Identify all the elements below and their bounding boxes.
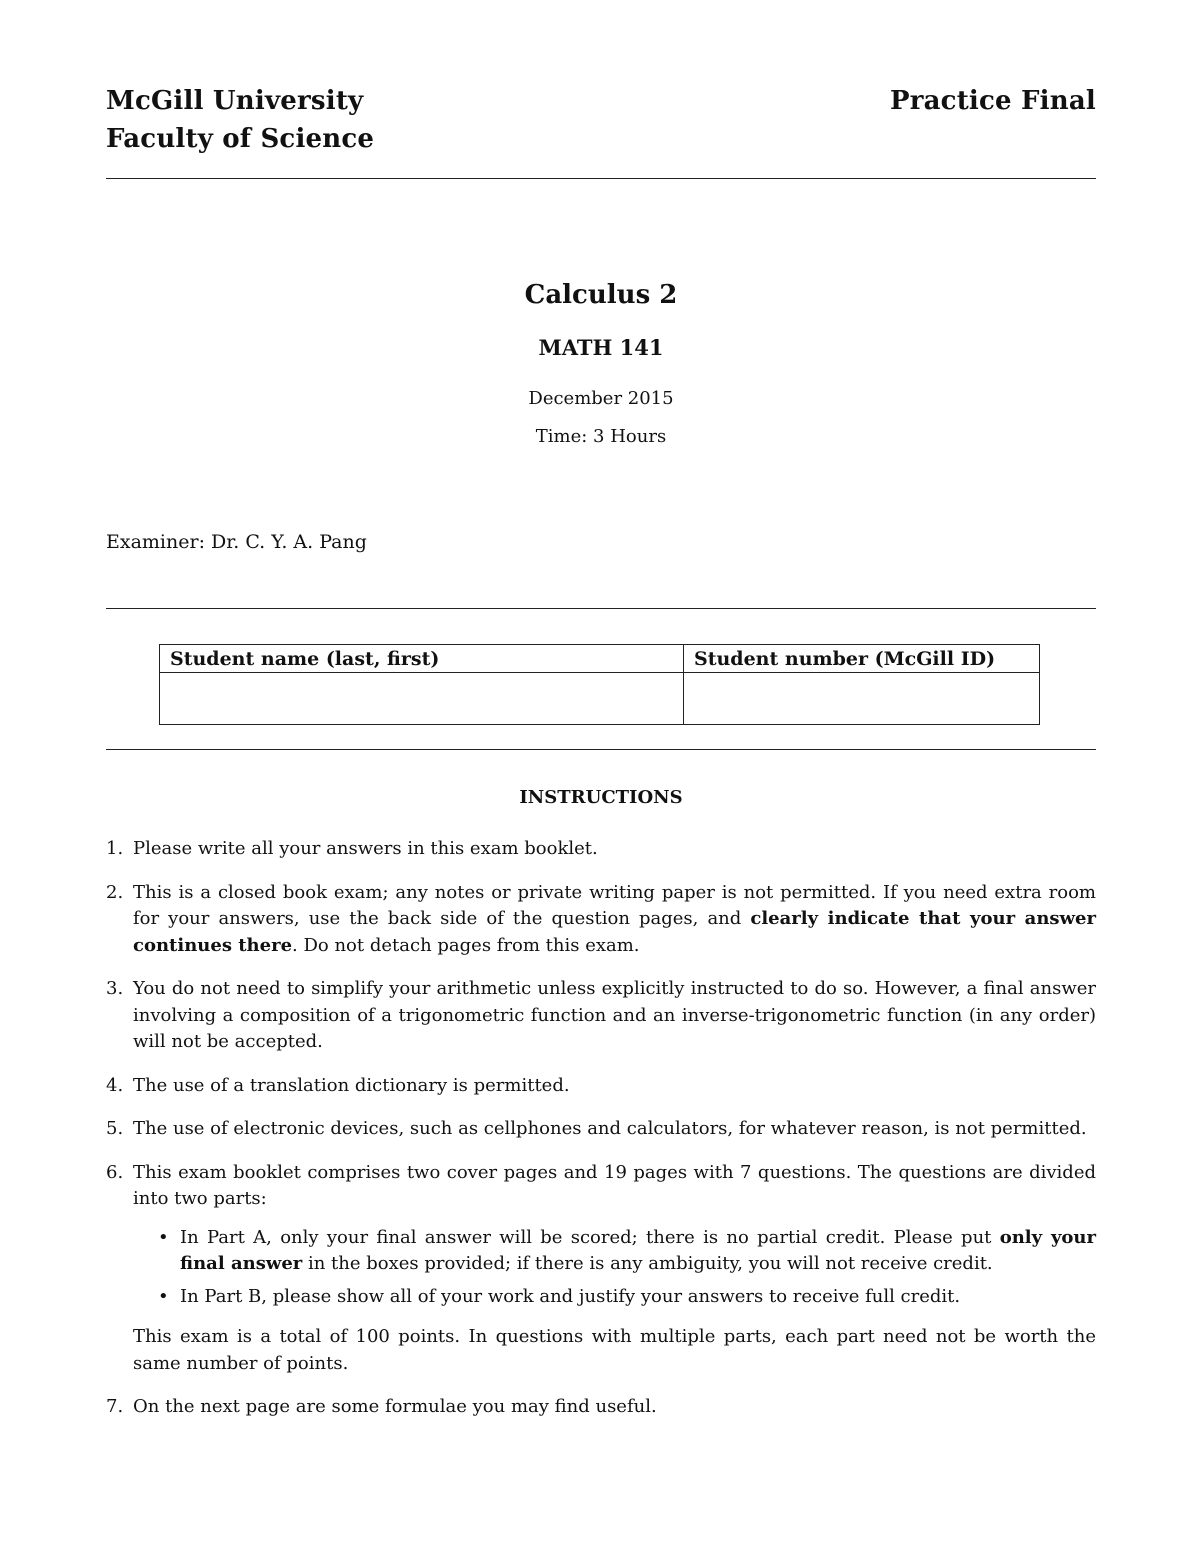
bullet-icon: • [158,1285,169,1307]
instruction-item [106,1073,1096,1100]
student-number-header: Student number (McGill ID) [684,645,1040,673]
instruction-text: in the boxes provided; if there is any ambiguity, you will not receive credit. [302,1253,993,1274]
course-code: MATH 141 [538,335,664,360]
university-name: McGill University [106,86,364,116]
part-b-bullet [153,1284,1096,1311]
instruction-text: In Part B, please show all of your work and justify your answers to receive full credit. [180,1285,961,1307]
examiner-line: Examiner: Dr. C. Y. A. Pang [106,531,367,553]
header-divider [106,178,1096,179]
instructions-list [106,836,1096,1438]
item-number: 3. [106,978,124,999]
item-number: 5. [106,1118,124,1139]
item-number: 7. [106,1396,124,1417]
instruction-item [106,1394,1096,1421]
exam-duration: Time: 3 Hours [535,426,667,447]
id-section-bottom-divider [106,749,1096,750]
instruction-text: On the next page are some formulae you may find useful. [133,1396,657,1417]
instruction-item [106,1160,1096,1378]
part-a-bullet [153,1225,1096,1278]
item-number: 2. [106,881,124,903]
instruction-item [106,836,1096,863]
item-number: 6. [106,1161,124,1183]
instruction-text: This is a closed book exam; any notes or private writing paper is not permitted. If you need extra room for your answers, use the back side of the question pages, and [133,881,1096,929]
id-section-top-divider [106,608,1096,609]
item-number: 4. [106,1074,124,1096]
instruction-text: The use of electronic devices, such as cellphones and calculators, for whatever reason, is not permitted. [133,1118,1087,1139]
bullet-icon: • [158,1226,169,1248]
instruction-text: In Part A, only your final answer will be scored; there is no partial credit. Please put [180,1226,1000,1248]
instruction-text: . Do not detach pages from this exam. [292,934,640,956]
item-number: 1. [106,838,124,859]
faculty-name: Faculty of Science [106,124,375,154]
instruction-text: Please write all your answers in this exam booklet. [133,838,598,859]
course-title: Calculus 2 [524,280,678,310]
exam-date: December 2015 [528,388,674,409]
instruction-text: You do not need to simplify your arithmetic unless explicitly instructed to do so. However, a final answer involving a composition of a trigonometric function and an inverse-trigonometric function (in any order) will not be accepted. [133,978,1096,1052]
instruction-emphasis: only your final answer [180,1226,1096,1274]
student-id-table [159,644,1040,725]
student-name-field[interactable] [160,673,684,725]
instruction-item [106,1116,1096,1143]
student-name-header: Student name (last, first) [160,645,684,673]
total-points-note: This exam is a total of 100 points. In questions with multiple parts, each part need not be worth the same number of points. [133,1326,1096,1374]
parts-list [133,1225,1096,1311]
instruction-text: The use of a translation dictionary is permitted. [133,1074,570,1096]
instruction-text: This exam booklet comprises two cover pages and 19 pages with 7 questions. The questions are divided into two parts: [133,1161,1096,1209]
instruction-item [106,880,1096,960]
instructions-heading: INSTRUCTIONS [519,787,683,808]
instruction-emphasis: clearly indicate that your answer continues there [133,908,1096,956]
exam-type: Practice Final [889,86,1096,116]
student-number-field[interactable] [684,673,1040,725]
instruction-item [106,976,1096,1056]
